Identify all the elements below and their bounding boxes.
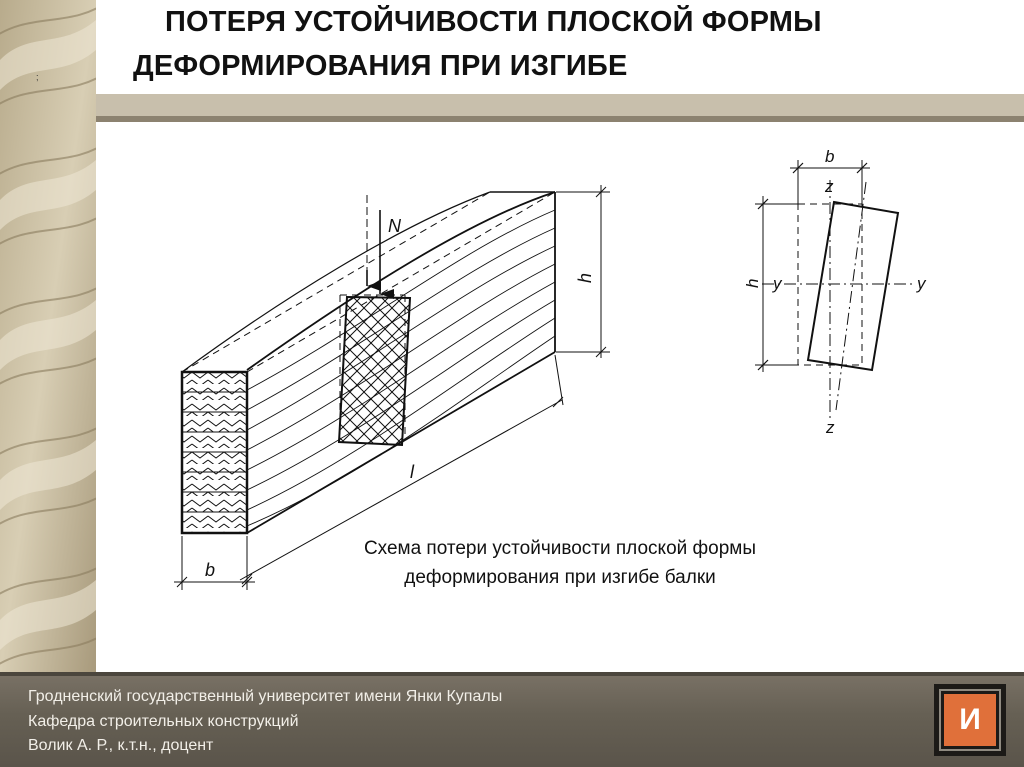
footer-university: Гродненский государственный университет имени Янки Купалы [28, 688, 503, 705]
footer-department: Кафедра строительных конструкций [28, 713, 299, 730]
section-width-label: b [825, 147, 835, 166]
height-dimension [556, 185, 610, 358]
slide-title-line-2: ДЕФОРМИРОВАНИЯ ПРИ ИЗГИБЕ [133, 50, 628, 82]
section-y-right-label: y [917, 274, 926, 293]
beam-tilted-section [339, 297, 410, 445]
section-y-left-label: y [773, 274, 782, 293]
logo-tile [944, 694, 996, 746]
section-height-label: h [743, 278, 762, 288]
rotated-section [808, 202, 898, 370]
section-z-top-label: z [825, 177, 834, 196]
length-label: l [410, 462, 414, 482]
caption-line-1: Схема потери устойчивости плоской формы [363, 538, 757, 559]
width-label: b [205, 560, 216, 580]
footer-author: Волик А. Р., к.т.н., доцент [28, 737, 214, 754]
force-label: N [388, 216, 401, 236]
slide-title-line-1: ПОТЕРЯ УСТОЙЧИВОСТИ ПЛОСКОЙ ФОРМЫ [165, 6, 822, 38]
title-marker: ; [36, 72, 39, 82]
university-logo [934, 684, 1006, 756]
logo-mark: И [959, 703, 981, 736]
diagram-caption [300, 534, 820, 592]
section-z-bottom-label: z [826, 418, 835, 437]
beam-3d [182, 192, 555, 533]
height-label: h [575, 272, 595, 283]
caption-line-2: деформирования при изгибе балки [404, 567, 716, 588]
footer-top-edge [0, 672, 1024, 676]
